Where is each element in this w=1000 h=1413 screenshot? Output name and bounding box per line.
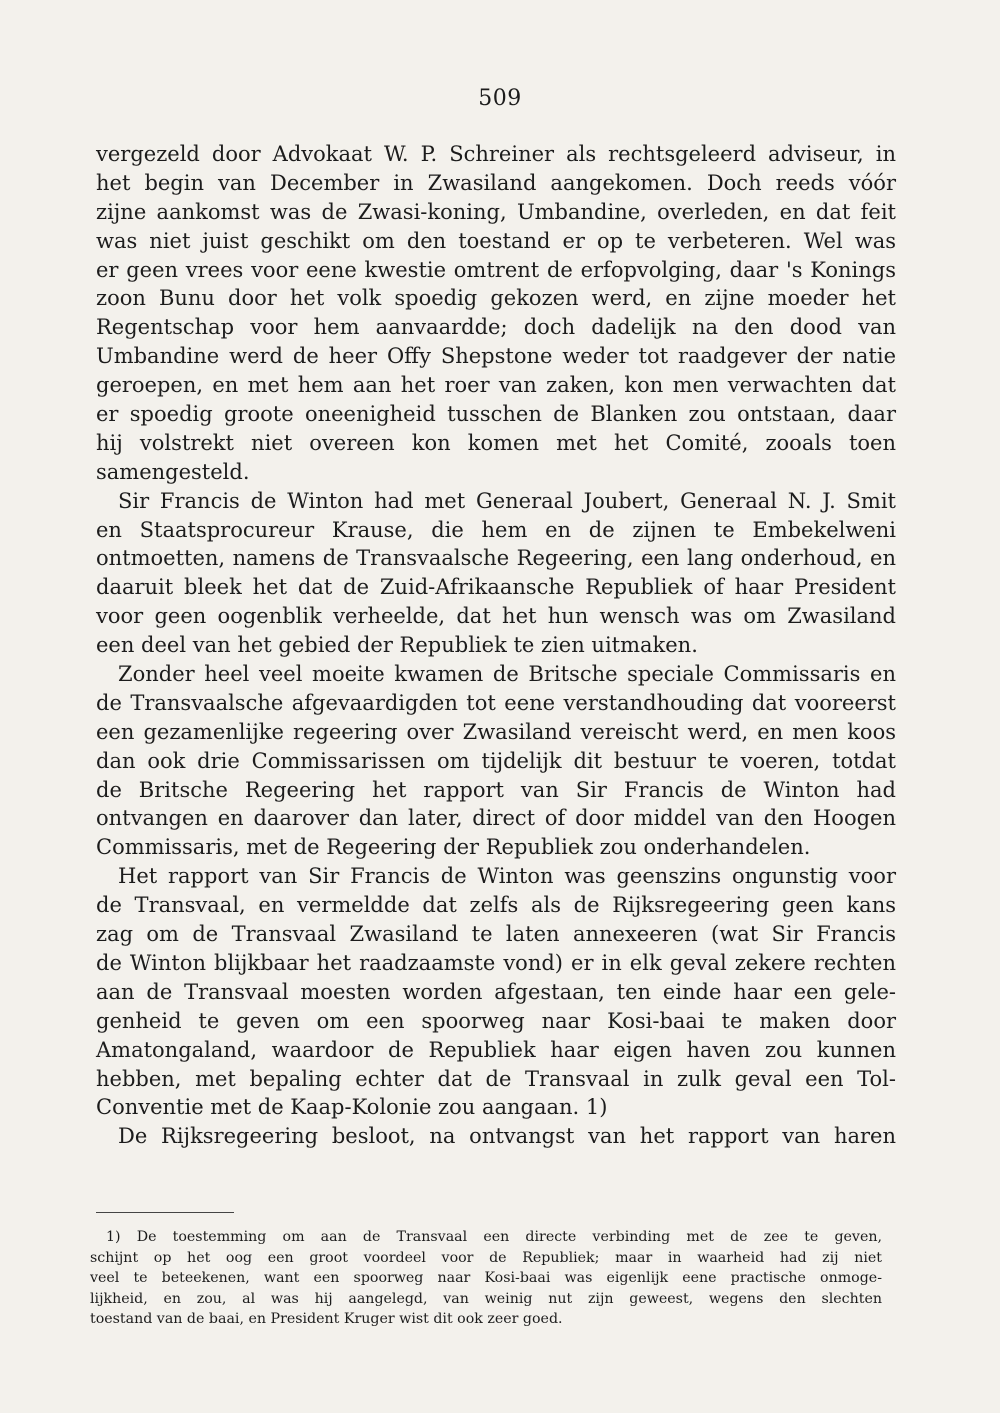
text-line: ontvangen en daarover dan later, direct of door middel van den Hoogen: [96, 806, 896, 831]
body-text: [96, 140, 896, 1151]
footnote-line: lijkheid, en zou, al was hij aangelegd, van weinig nut zijn geweest, wegens den slechten: [90, 1290, 882, 1307]
text-line: de Transvaalsche afgevaardigden tot eene verstandhouding dat vooreerst: [96, 690, 896, 715]
text-line: De Rijksregeering besloot, na ontvangst van het rapport van haren: [118, 1124, 896, 1149]
text-line: hebben, met bepaling echter dat de Transvaal in zulk geval een Tol-: [96, 1066, 896, 1091]
footnote-line: toestand van de baai, en President Kruger wist dit ook zeer goed.: [90, 1311, 563, 1327]
footnote-line: schijnt op het oog een groot voordeel voor de Republiek; maar in waarheid had zij niet: [90, 1249, 882, 1266]
text-line: een gezamenlijke regeering over Zwasiland vereischt werd, en men koos: [96, 719, 896, 744]
text-line: de Transvaal, en vermeldde dat zelfs als de Rijksregeering geen kans: [96, 893, 896, 918]
text-line: voor geen oogenblik verheelde, dat het hun wensch was om Zwasiland: [96, 604, 896, 629]
text-line: en Staatsprocureur Krause, die hem en de zijnen te Embekelweni: [96, 517, 896, 542]
text-line: Sir Francis de Winton had met Generaal Joubert, Generaal N. J. Smit: [118, 488, 896, 513]
text-line: ontmoetten, namens de Transvaalsche Regeering, een lang onderhoud, en: [96, 546, 896, 571]
footnote-line: veel te beteekenen, want een spoorweg naar Kosi-baai was eigenlijk eene practische onmoge-: [90, 1270, 882, 1286]
text-line: Regentschap voor hem aanvaardde; doch dadelijk na den dood van: [96, 315, 896, 340]
text-line: Zonder heel veel moeite kwamen de Britsche speciale Commissaris en: [118, 662, 896, 687]
footnote-line: 1) De toestemming om aan de Transvaal een directe verbinding met de zee te geven,: [106, 1229, 882, 1245]
text-line: Amatongaland, waardoor de Republiek haar eigen haven zou kunnen: [96, 1037, 896, 1062]
text-line: zoon Bunu door het volk spoedig gekozen werd, en zijne moeder het: [96, 286, 896, 311]
text-line: Commissaris, met de Regeering der Republiek zou onderhandelen.: [96, 835, 811, 860]
text-line: zag om de Transvaal Zwasiland te laten annexeeren (wat Sir Francis: [96, 922, 896, 947]
text-line: Conventie met de Kaap-Kolonie zou aangaan. 1): [96, 1095, 608, 1120]
text-line: er geen vrees voor eene kwestie omtrent de erfopvolging, daar 's Konings: [96, 257, 896, 282]
text-line: er spoedig groote oneenigheid tusschen de Blanken zou ontstaan, daar: [96, 402, 896, 427]
text-line: de Britsche Regeering het rapport van Sir Francis de Winton had: [96, 777, 896, 802]
text-line: vergezeld door Advokaat W. P. Schreiner als rechtsgeleerd adviseur, in: [96, 142, 896, 166]
text-line: een deel van het gebied der Republiek te zien uitmaken.: [96, 633, 698, 658]
text-line: Het rapport van Sir Francis de Winton was geenszins ongunstig voor: [118, 864, 896, 889]
text-line: aan de Transvaal moesten worden afgestaan, ten einde haar een gele-: [96, 979, 896, 1004]
text-line: hij volstrekt niet overeen kon komen met het Comité, zooals toen: [96, 430, 896, 455]
page-number: 509: [478, 86, 522, 111]
text-line: de Winton blijkbaar het raadzaamste vond) er in elk geval zekere rechten: [96, 950, 896, 975]
text-line: zijne aankomst was de Zwasi-koning, Umbandine, overleden, en dat feit: [96, 199, 896, 224]
text-line: dan ook drie Commissarissen om tijdelijk dit bestuur te voeren, totdat: [96, 748, 896, 773]
text-line: daaruit bleek het dat de Zuid-Afrikaansche Republiek of haar President: [96, 575, 896, 600]
text-line: het begin van December in Zwasiland aangekomen. Doch reeds vóór: [96, 170, 896, 195]
text-line: geroepen, en met hem aan het roer van zaken, kon men verwachten dat: [96, 373, 896, 398]
footnote-divider: [96, 1212, 234, 1213]
text-line: samengesteld.: [96, 459, 250, 484]
text-line: genheid te geven om een spoorweg naar Kosi-baai te maken door: [96, 1008, 896, 1033]
text-line: was niet juist geschikt om den toestand er op te verbeteren. Wel was: [96, 228, 896, 253]
footnote: [90, 1227, 882, 1330]
text-line: Umbandine werd de heer Offy Shepstone weder tot raadgever der natie: [96, 344, 896, 369]
